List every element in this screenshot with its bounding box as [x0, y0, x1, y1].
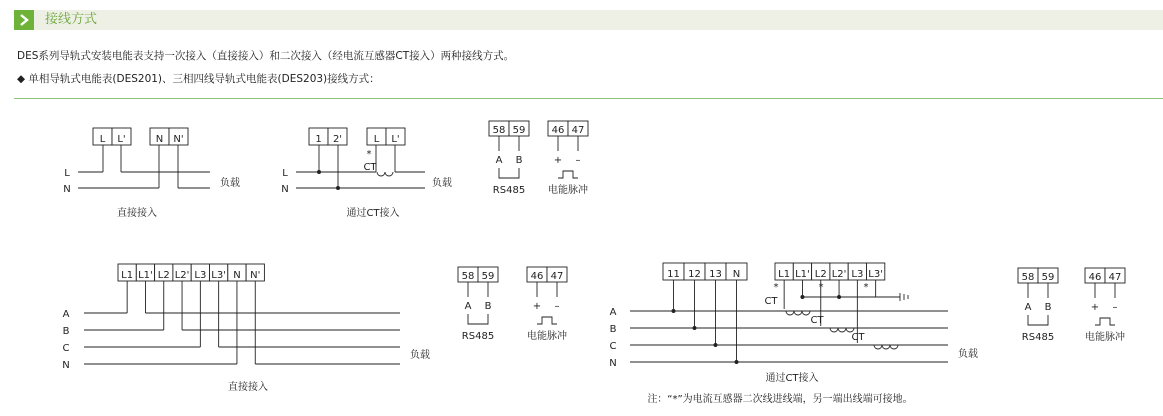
intro-bullet: ◆ 单相导轨式电能表(DES201)、三相四线导轨式电能表(DES203)接线方式： [17, 73, 380, 85]
ct-label: CT [764, 296, 778, 307]
d4-terminal-label: 12 [688, 269, 701, 280]
d4-terminal-label: 13 [709, 269, 722, 280]
d4-terminal-label: 11 [667, 269, 680, 280]
load-label: 负载 [220, 178, 240, 189]
d2-terminal-label: L' [391, 134, 400, 145]
load-label: 负载 [958, 349, 978, 360]
ct-star: * [863, 282, 869, 293]
caption-ct: 通过CT接入 [346, 208, 400, 219]
line-B: B [609, 324, 617, 335]
ct-label: CT [851, 332, 865, 343]
pulse-label: 电能脉冲 [548, 185, 588, 196]
rs485-bracket [1028, 315, 1048, 325]
pulse-terminal-label: 47 [571, 125, 585, 136]
d2-terminal-label: 1 [315, 134, 322, 145]
pulse-pin: + [1090, 302, 1100, 313]
ct-label: CT [363, 162, 377, 173]
junction-dot [672, 309, 676, 313]
line-B: B [62, 326, 70, 337]
line-N: N [281, 184, 289, 195]
rs485-pin: B [515, 155, 523, 166]
d4-terminal-label: L1 [778, 269, 791, 280]
d3-terminal-label: L3 [194, 270, 207, 281]
ct-star: * [773, 282, 779, 293]
line-C: C [62, 343, 70, 354]
pulse-terminal-label: 46 [551, 125, 565, 136]
pulse-waveform [558, 171, 578, 178]
line-L: L [64, 168, 70, 179]
junction-dot [735, 360, 739, 364]
rs485-pin: B [1044, 302, 1052, 313]
line-A: A [609, 307, 617, 318]
line-L: L [282, 168, 288, 179]
caption-direct: 直接接入 [228, 382, 268, 393]
rs485-label: RS485 [461, 331, 495, 342]
d2-terminal-label: 2' [332, 134, 343, 145]
pulse-waveform [537, 317, 557, 324]
d4-terminal-label: L2 [814, 269, 827, 280]
line-N: N [609, 358, 617, 369]
pulse-waveform [1095, 318, 1115, 325]
pulse-label: 电能脉冲 [527, 331, 567, 342]
pulse-terminal-label: 47 [1108, 272, 1122, 283]
pulse-pin: – [1112, 302, 1118, 313]
d4-terminal-label: N [732, 269, 741, 280]
pulse-pin: – [575, 155, 581, 166]
rs485-terminal-label: 59 [512, 125, 526, 136]
pulse-terminal-label: 46 [530, 271, 544, 282]
caption-direct: 直接接入 [117, 208, 157, 219]
line-N: N [62, 360, 70, 371]
ct-coil [377, 172, 393, 176]
ct-coil [830, 328, 854, 332]
d4-terminal-label: L1' [795, 269, 810, 280]
d1-terminal-label: N' [173, 134, 184, 145]
junction-dot [317, 170, 321, 174]
rs485-label: RS485 [1021, 332, 1055, 343]
d1-terminal-label: N [155, 134, 164, 145]
pulse-terminal-label: 47 [550, 271, 564, 282]
d3-terminal-label: N [233, 270, 241, 281]
ct-star: * [366, 149, 372, 160]
d3-terminal-label: L1' [138, 270, 153, 281]
d1-terminal-label: L' [117, 134, 126, 145]
rs485-pin: A [1024, 302, 1032, 313]
rs485-pin: A [495, 155, 503, 166]
intro-text: DES系列导轨式安装电能表支持一次接入（直接接入）和二次接入（经电流互感器CT接入）两种接线方式。 [17, 50, 515, 62]
ct-coil [786, 311, 810, 315]
d3-terminal-label: L1 [121, 270, 134, 281]
rs485-pin: A [464, 301, 472, 312]
rs485-terminal-label: 58 [461, 271, 475, 282]
rs485-bracket [499, 168, 519, 178]
ct-coil [874, 345, 898, 349]
pulse-pin: – [554, 301, 560, 312]
pulse-terminal-label: 46 [1088, 272, 1102, 283]
rs485-terminal-label: 58 [1021, 272, 1035, 283]
line-N: N [63, 184, 71, 195]
d2-terminal-label: L [373, 134, 380, 145]
rs485-label: RS485 [492, 185, 526, 196]
junction-dot [714, 343, 718, 347]
d4-terminal-label: L2' [831, 269, 847, 280]
d1-terminal-label: L [99, 134, 106, 145]
caption-ct: 通过CT接入 [765, 373, 819, 384]
d3-terminal-label: L3' [211, 270, 226, 281]
line-C: C [609, 341, 617, 352]
load-label: 负载 [432, 178, 452, 189]
d3-terminal-label: N' [250, 270, 261, 281]
d3-terminal-label: L2' [174, 270, 190, 281]
ct-label: CT [810, 315, 824, 326]
junction-dot [693, 326, 697, 330]
d3-terminal-label: L2 [157, 270, 170, 281]
junction-dot [336, 186, 340, 190]
rs485-terminal-label: 59 [1041, 272, 1055, 283]
pulse-pin: + [553, 155, 563, 166]
d4-terminal-label: L3' [868, 269, 883, 280]
pulse-pin: + [532, 301, 542, 312]
section-title: 接线方式 [45, 12, 98, 27]
line-A: A [62, 309, 70, 320]
rs485-terminal-label: 59 [481, 271, 495, 282]
ct-star: * [818, 282, 824, 293]
note-text: 注：“*”为电流互感器二次线进线端，另一端出线端可接地。 [647, 394, 913, 405]
rs485-bracket [468, 314, 488, 324]
load-label: 负载 [410, 350, 430, 361]
rs485-pin: B [484, 301, 492, 312]
pulse-label: 电能脉冲 [1085, 332, 1125, 343]
rs485-terminal-label: 58 [492, 125, 506, 136]
d4-terminal-label: L3 [851, 269, 864, 280]
